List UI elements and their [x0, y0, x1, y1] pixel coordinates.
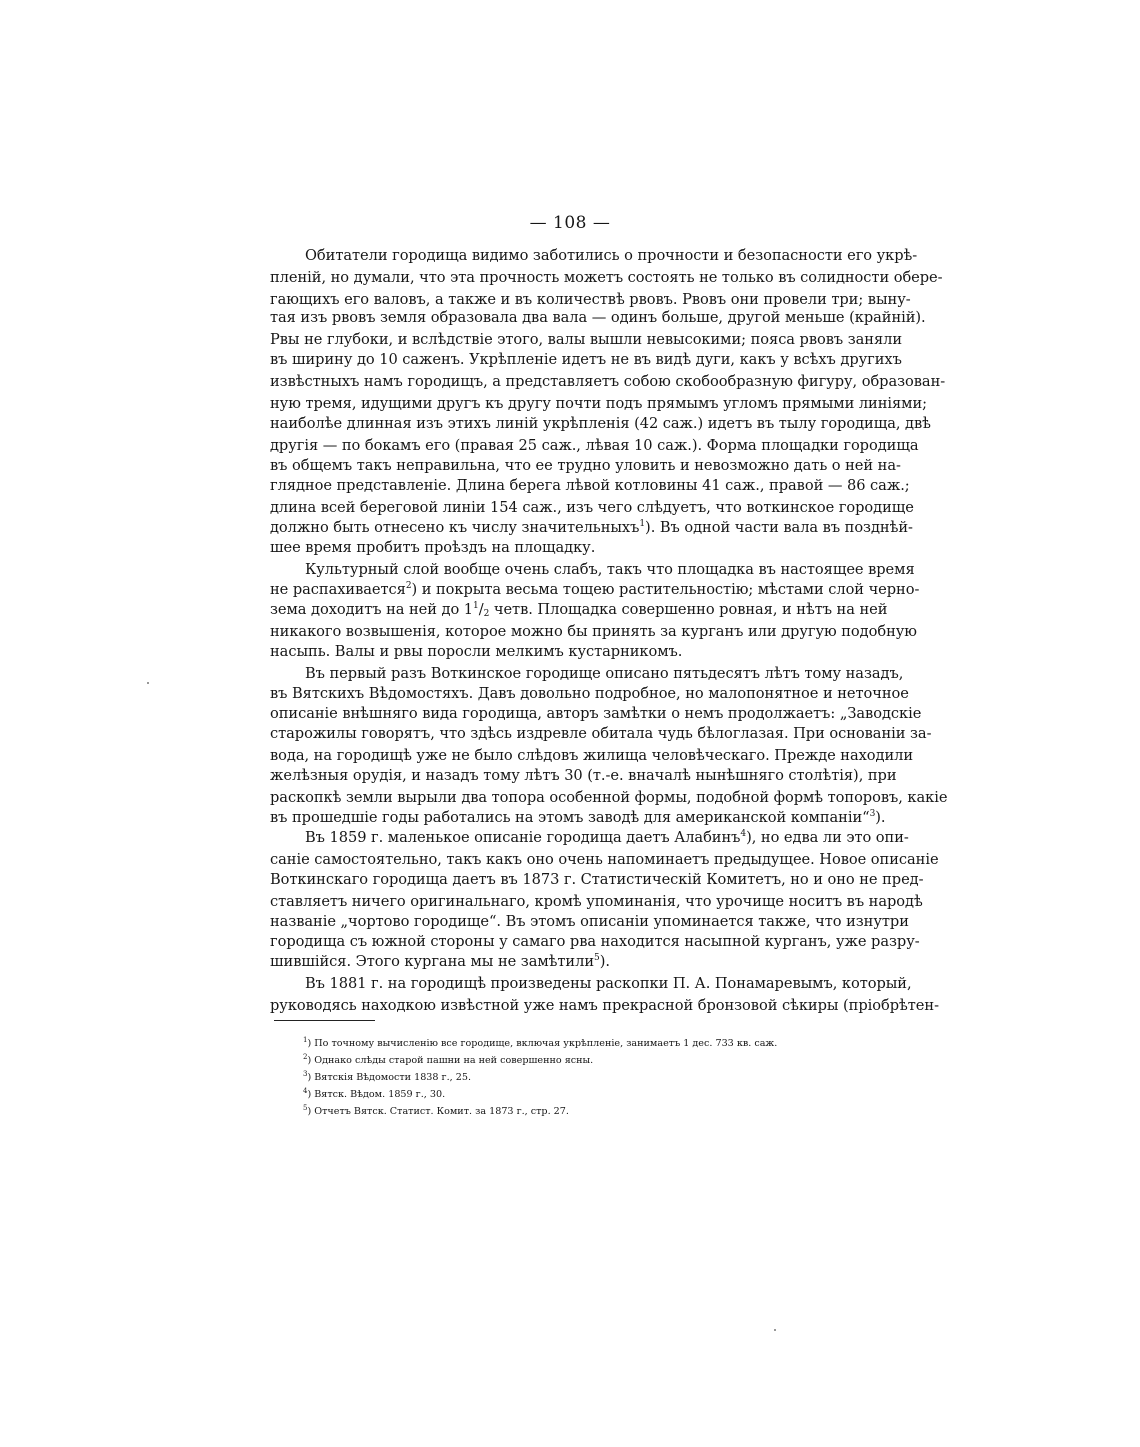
text-line: руководясь находкою извѣстной уже намъ прекрасной бронзовой сѣкиры (пріобрѣтен- [270, 997, 939, 1014]
text-line: въ Вятскихъ Вѣдомостяхъ. Давъ довольно подробное, но малопонятное и неточное [270, 685, 909, 702]
text-segment: зема доходитъ на ней до 1 [270, 601, 474, 618]
text-line: ную тремя, идущими другъ къ другу почти подъ прямымъ угломъ прямыми линіями; [270, 395, 928, 412]
text-line: въ общемъ такъ неправильна, что ее трудно уловить и невозможно дать о ней на- [270, 457, 901, 474]
text-line: Въ первый разъ Воткинское городище описано пятьдесятъ лѣтъ тому назадъ, [305, 665, 904, 682]
text-line: Рвы не глубоки, и вслѣдствіе этого, валы вышли невысокими; пояса рвовъ заняли [270, 331, 903, 348]
text-segment: шившійся. Этого кургана мы не замѣтили [270, 953, 595, 970]
text-segment: ). [875, 809, 886, 826]
text-line: никакого возвышенія, которое можно бы принять за курганъ или другую подобную [270, 623, 917, 640]
text-line [305, 827, 909, 849]
footnote: $^4$) Вятск. Вѣдом. 1859 г., 30. [303, 1087, 446, 1100]
text-line: описаніе внѣшняго вида городища, авторъ замѣтки о немъ продолжаетъ: „Заводскіе [270, 705, 922, 722]
text-line [270, 807, 886, 829]
text-line: раскопкѣ земли вырыли два топора особенной формы, подобной формѣ топоровъ, какіе [270, 789, 948, 806]
text-line [270, 579, 920, 601]
text-line: вода, на городищѣ уже не было слѣдовъ жилища человѣческаго. Прежде находили [270, 747, 914, 764]
text-line: пленій, но думали, что эта прочность можетъ состоять не только въ солидности обере- [270, 269, 943, 286]
text-segment: Въ 1859 г. маленькое описаніе городища даетъ Алабинъ [305, 829, 741, 846]
text-segment: ). [599, 953, 610, 970]
text-segment: ). Въ одной части вала въ позднѣй- [645, 519, 913, 536]
text-line: глядное представленіе. Длина берега лѣвой котловины 41 саж., правой — 86 саж.; [270, 477, 910, 494]
text-segment: “ [862, 809, 870, 826]
text-line: Воткинскаго городища даетъ въ 1873 г. Статистическій Комитетъ, но и оно не пред- [270, 871, 924, 888]
text-line: Культурный слой вообще очень слабъ, такъ что площадка въ настоящее время [305, 561, 915, 578]
text-segment: ) и покрыта весьма тощею растительностію; мѣстами слой черно- [411, 581, 920, 598]
text-line [270, 951, 869, 973]
text-line: саніе самостоятельно, такъ какъ оно очень напоминаетъ предыдущее. Новое описаніе [270, 851, 939, 868]
fraction: $^1/_2$ [473, 601, 490, 619]
footnote: $^3$) Вятскія Вѣдомости 1838 г., 25. [303, 1070, 471, 1083]
text-segment: въ прошедшіе годы работались на этомъ заводѣ для американской компаніи [270, 809, 863, 826]
text-line: извѣстныхъ намъ городищъ, а представляетъ собою скобообразную фигуру, образован- [270, 373, 946, 390]
footnote: $^2$) Однако слѣды старой пашни на ней совершенно ясны. [303, 1053, 594, 1066]
text-line: старожилы говорятъ, что здѣсь издревле обитала чудь бѣлоглазая. При основаніи за- [270, 725, 932, 742]
text-segment: должно быть отнесено къ числу значительныхъ [270, 519, 640, 536]
footnote: $^1$) По точному вычисленію все городище, включая укрѣпленіе, занимаетъ 1 дес. 733 кв. саж. [303, 1036, 778, 1049]
footnote-divider [274, 1020, 375, 1021]
footnote: $^5$) Отчетъ Вятск. Статист. Комит. за 1873 г., стр. 27. [303, 1104, 569, 1117]
text-line: городища съ южной стороны у самаго рва находится насыпной курганъ, уже разру- [270, 933, 920, 950]
text-line: шее время пробитъ проѣздъ на площадку. [270, 539, 596, 556]
text-line: гающихъ его валовъ, а также и въ количествѣ рвовъ. Рвовъ они провели три; выну- [270, 291, 911, 308]
text-line [270, 599, 888, 621]
text-line: названіе „чортово городище“. Въ этомъ описаніи упоминается также, что изнутри [270, 913, 909, 930]
text-line: тая изъ рвовъ земля образовала два вала — одинъ больше, другой меньше (крайній). [270, 309, 926, 326]
text-line: желѣзныя орудія, и назадъ тому лѣтъ 30 (т.-е. вначалѣ нынѣшняго столѣтія), при [270, 767, 897, 784]
text-line: Въ 1881 г. на городищѣ произведены раскопки П. А. Понамаревымъ, который, [305, 975, 912, 992]
page-number: — 108 — [529, 213, 611, 233]
scan-speck [147, 682, 149, 684]
text-line [270, 517, 913, 539]
scan-speck [774, 1329, 776, 1331]
text-segment: ), но едва ли это опи- [746, 829, 909, 846]
text-line: насыпь. Валы и рвы поросли мелкимъ кустарникомъ. [270, 643, 683, 660]
footnote-ref: 3 [869, 809, 876, 819]
text-line: наиболѣе длинная изъ этихъ линій укрѣпленія (42 саж.) идетъ въ тылу городища, двѣ [270, 415, 931, 432]
text-line: длина всей береговой линіи 154 саж., изъ чего слѣдуетъ, что воткинское городище [270, 499, 914, 516]
text-segment: не распахивается [270, 581, 406, 598]
footnote-ref: 2 [405, 581, 412, 591]
text-line: въ ширину до 10 саженъ. Укрѣпленіе идетъ не въ видѣ дуги, какъ у всѣхъ другихъ [270, 351, 902, 368]
text-segment: четв. Площадка совершенно ровная, и нѣтъ на ней [493, 601, 888, 618]
text-line: ставляетъ ничего оригинальнаго, кромѣ упоминанія, что урочище носитъ въ народѣ [270, 893, 923, 910]
text-line: другія — по бокамъ его (правая 25 саж., лѣвая 10 саж.). Форма площадки городища [270, 437, 919, 454]
footnote-ref: 4 [740, 829, 747, 839]
footnote-ref: 1 [639, 519, 646, 529]
footnote-ref: 5 [594, 953, 600, 963]
text-line: Обитатели городища видимо заботились о прочности и безопасности его укрѣ- [305, 247, 918, 264]
